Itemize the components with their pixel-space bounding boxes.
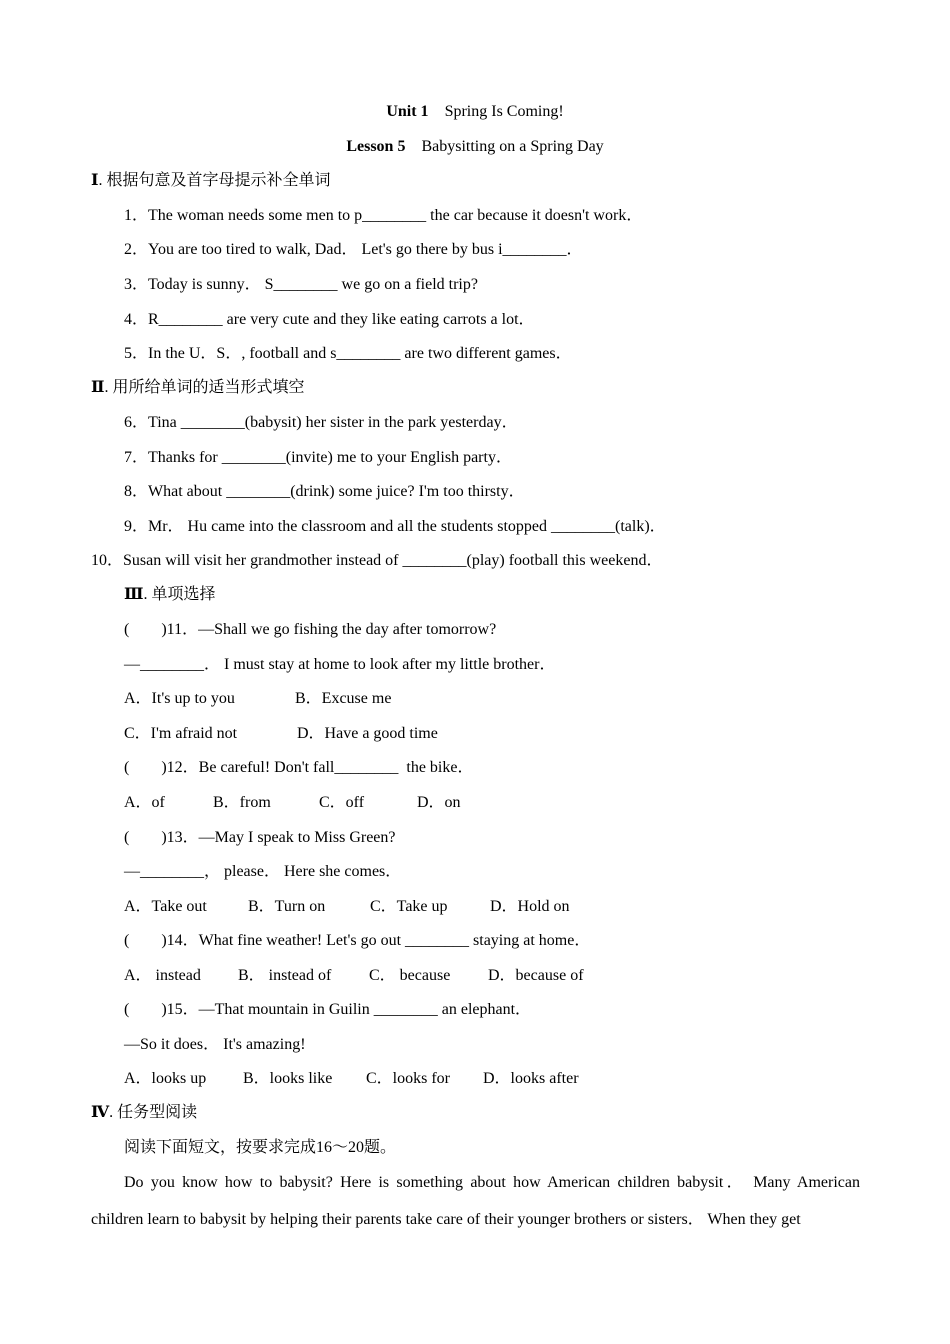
question-7: 7．Thanks for ________(invite) me to your English party． [124, 449, 512, 466]
question-11-stem: ( )11．—Shall we go fishing the day after tomorrow? [124, 621, 497, 638]
question-12-option-c: C．off [319, 794, 365, 811]
lesson-title: Babysitting on a Spring Day [421, 138, 604, 155]
unit-heading [0, 102, 950, 122]
question-4: 4．R________ are very cute and they like eating carrots a lot． [124, 311, 535, 328]
unit-title: Spring Is Coming! [444, 103, 564, 120]
section-2-number: Ⅱ [91, 379, 105, 396]
question-14-option-a: A． instead [124, 967, 201, 984]
question-13-reply: —________， please． Here she comes． [124, 863, 402, 880]
question-14-option-b: B． instead of [238, 967, 332, 984]
section-4-title: . 任务型阅读 [109, 1104, 198, 1121]
section-1-title: . 根据句意及首字母提示补全单词 [98, 172, 331, 189]
question-13-option-b: B．Turn on [248, 898, 326, 915]
question-2: 2．You are too tired to walk, Dad． Let's go there by bus i________． [124, 241, 583, 258]
lesson-heading [0, 137, 950, 157]
section-1-number: Ⅰ [91, 172, 99, 189]
question-15-option-a: A．looks up [124, 1070, 207, 1087]
question-15-option-c: C．looks for [366, 1070, 451, 1087]
question-15-option-d: D．looks after [483, 1070, 579, 1087]
reading-passage: Do you know how to babysit? Here is something about how American children babysit． Many American children learn to babysit by helping their parents take care of their younger brothers or sisters． When they get [91, 1174, 861, 1228]
question-12-stem: ( )12．Be careful! Don't fall________ the bike． [124, 759, 474, 776]
question-12-option-a: A．of [124, 794, 165, 811]
question-8: 8．What about ________(drink) some juice? I'm too thirsty． [124, 483, 525, 500]
question-10: 10．Susan will visit her grandmother instead of ________(play) football this weekend． [91, 552, 663, 569]
section-3-title: . 单项选择 [143, 586, 216, 603]
section-3-heading [124, 585, 216, 605]
question-14-option-d: D．because of [488, 967, 584, 984]
question-15-reply: —So it does． It's amazing! [124, 1036, 306, 1053]
section-1-heading [91, 171, 331, 191]
question-3: 3．Today is sunny． S________ we go on a field trip? [124, 276, 478, 293]
question-5: 5．In the U．S．, football and s________ are two different games． [124, 345, 572, 362]
question-11-reply: —________． I must stay at home to look after my little brother． [124, 656, 556, 673]
question-12-option-d: D．on [417, 794, 461, 811]
section-2-heading [91, 378, 305, 398]
question-15-option-b: B．looks like [243, 1070, 333, 1087]
question-1: 1．The woman needs some men to p________ the car because it doesn't work． [124, 207, 643, 224]
question-13-option-a: A．Take out [124, 898, 207, 915]
unit-number: Unit 1 [386, 103, 429, 120]
question-14-stem: ( )14．What fine weather! Let's go out ________ staying at home． [124, 932, 591, 949]
question-15-stem: ( )15．—That mountain in Guilin ________ an elephant． [124, 1001, 532, 1018]
question-13-option-d: D．Hold on [490, 898, 570, 915]
question-13-option-c: C．Take up [370, 898, 448, 915]
section-2-title: . 用所给单词的适当形式填空 [104, 379, 305, 396]
question-12-option-b: B．from [213, 794, 271, 811]
question-13-stem: ( )13．—May I speak to Miss Green? [124, 829, 396, 846]
lesson-number: Lesson 5 [346, 138, 406, 155]
section-3-number: Ⅲ [124, 586, 144, 603]
question-6: 6．Tina ________(babysit) her sister in the park yesterday． [124, 414, 518, 431]
question-11-option-c: C．I'm afraid not [124, 725, 238, 742]
section-4-heading [91, 1103, 197, 1123]
question-11-option-b: B．Excuse me [295, 690, 392, 707]
question-11-option-a: A．It's up to you [124, 690, 235, 707]
reading-instruction: 阅读下面短文，按要求完成16～20题。 [124, 1139, 397, 1156]
question-14-option-c: C． because [369, 967, 451, 984]
question-9: 9．Mr． Hu came into the classroom and all the students stopped ________(talk)． [124, 518, 666, 535]
section-4-number: Ⅳ [91, 1104, 110, 1121]
question-11-option-d: D．Have a good time [297, 725, 438, 742]
